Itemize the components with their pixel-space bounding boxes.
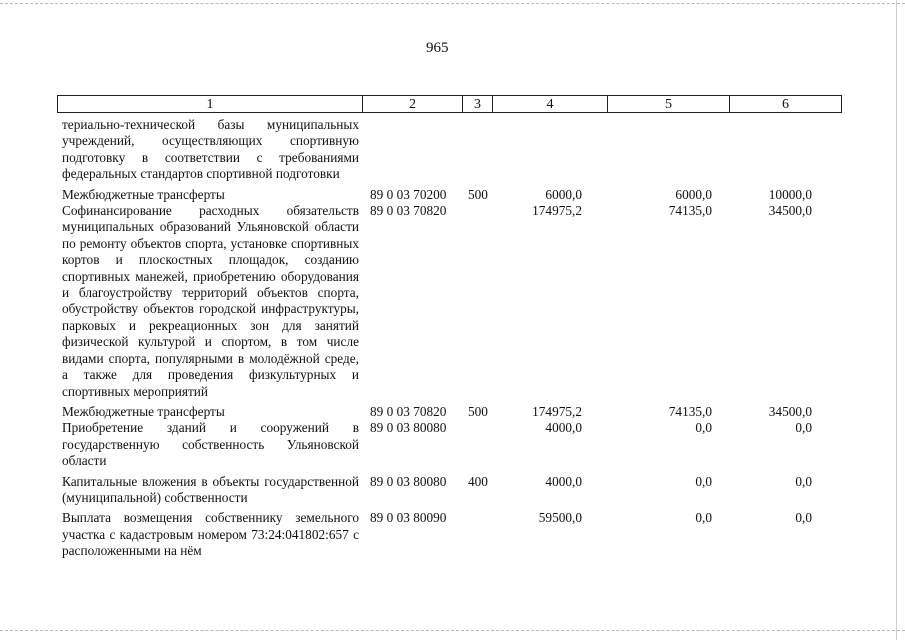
row-value-col6: 0,0	[795, 473, 812, 489]
page-right-edge	[896, 0, 897, 640]
row-value-col4: 174975,2	[532, 203, 582, 219]
row-value-col4: 4000,0	[545, 420, 582, 436]
table-row	[62, 404, 842, 420]
row-value-col5: 0,0	[695, 473, 712, 489]
row-value-col6: 0,0	[795, 420, 812, 436]
header-col-3: 3	[463, 96, 493, 112]
row-description: Софинансирование расходных обязательств муниципальных образований Ульяновской области по ремонту объектов спорта, установке спортивных кортов и плоскостных площадок, созданию спортивных манежей, приобретению оборудования и благоустройству территорий объектов спорта, обустройству объектов городской инфраструктуры, парковых и рекреационных зон для занятий физической культурой и спортом, в том числе видами спорта, популярными в молодёжной среде, а также для проведения физкультурных и спортивных мероприятий	[62, 203, 359, 399]
page-top-edge	[0, 3, 905, 4]
row-value-col6: 34500,0	[768, 203, 812, 219]
row-value-col6: 0,0	[795, 510, 812, 526]
table-body	[62, 117, 842, 560]
row-description: Приобретение зданий и сооружений в государственную собственность Ульяновской области	[62, 420, 359, 469]
row-description: Межбюджетные трансферты	[62, 403, 225, 419]
row-code: 89 0 03 80090	[370, 510, 447, 526]
row-value-col6: 34500,0	[768, 403, 812, 419]
table-row	[62, 117, 842, 183]
row-value-col4: 6000,0	[545, 186, 582, 202]
row-expense-type: 500	[468, 403, 488, 419]
row-value-col5: 0,0	[695, 420, 712, 436]
header-col-4: 4	[493, 96, 608, 112]
header-col-6: 6	[782, 97, 789, 112]
row-description: Капитальные вложения в объекты государственной (муниципальной) собственности	[62, 473, 359, 505]
table-row	[62, 420, 842, 469]
table-row	[62, 510, 842, 559]
row-description: Выплата возмещения собственнику земельного участка с кадастровым номером 73:24:041802:657 с расположенными на нём	[62, 510, 359, 559]
header-col-5: 5	[608, 96, 730, 112]
row-value-col5: 0,0	[695, 510, 712, 526]
row-description: Межбюджетные трансферты	[62, 186, 225, 202]
table-row	[62, 203, 842, 400]
table-row	[62, 187, 842, 203]
row-value-col4: 4000,0	[545, 473, 582, 489]
table-header-row	[57, 95, 842, 113]
row-code: 89 0 03 70820	[370, 203, 447, 219]
header-col-2: 2	[363, 96, 463, 112]
row-code: 89 0 03 70200	[370, 186, 447, 202]
row-value-col5: 6000,0	[675, 186, 712, 202]
row-expense-type: 400	[468, 473, 488, 489]
row-expense-type: 500	[468, 186, 488, 202]
row-value-col5: 74135,0	[668, 403, 712, 419]
header-col-1: 1	[58, 96, 363, 112]
table-row	[62, 474, 842, 507]
page-number: 965	[426, 40, 449, 56]
row-code: 89 0 03 70820	[370, 403, 447, 419]
row-value-col5: 74135,0	[668, 203, 712, 219]
row-value-col4: 174975,2	[532, 403, 582, 419]
page-bottom-edge	[0, 630, 905, 631]
row-code: 89 0 03 80080	[370, 473, 447, 489]
row-value-col4: 59500,0	[538, 510, 582, 526]
row-value-col6: 10000,0	[768, 186, 812, 202]
row-code: 89 0 03 80080	[370, 420, 447, 436]
row-description: териально-технической базы муниципальных учреждений, осуществляющих спортивную подготовку в соответствии с требованиями федеральных стандартов спортивной подготовки	[62, 117, 359, 182]
